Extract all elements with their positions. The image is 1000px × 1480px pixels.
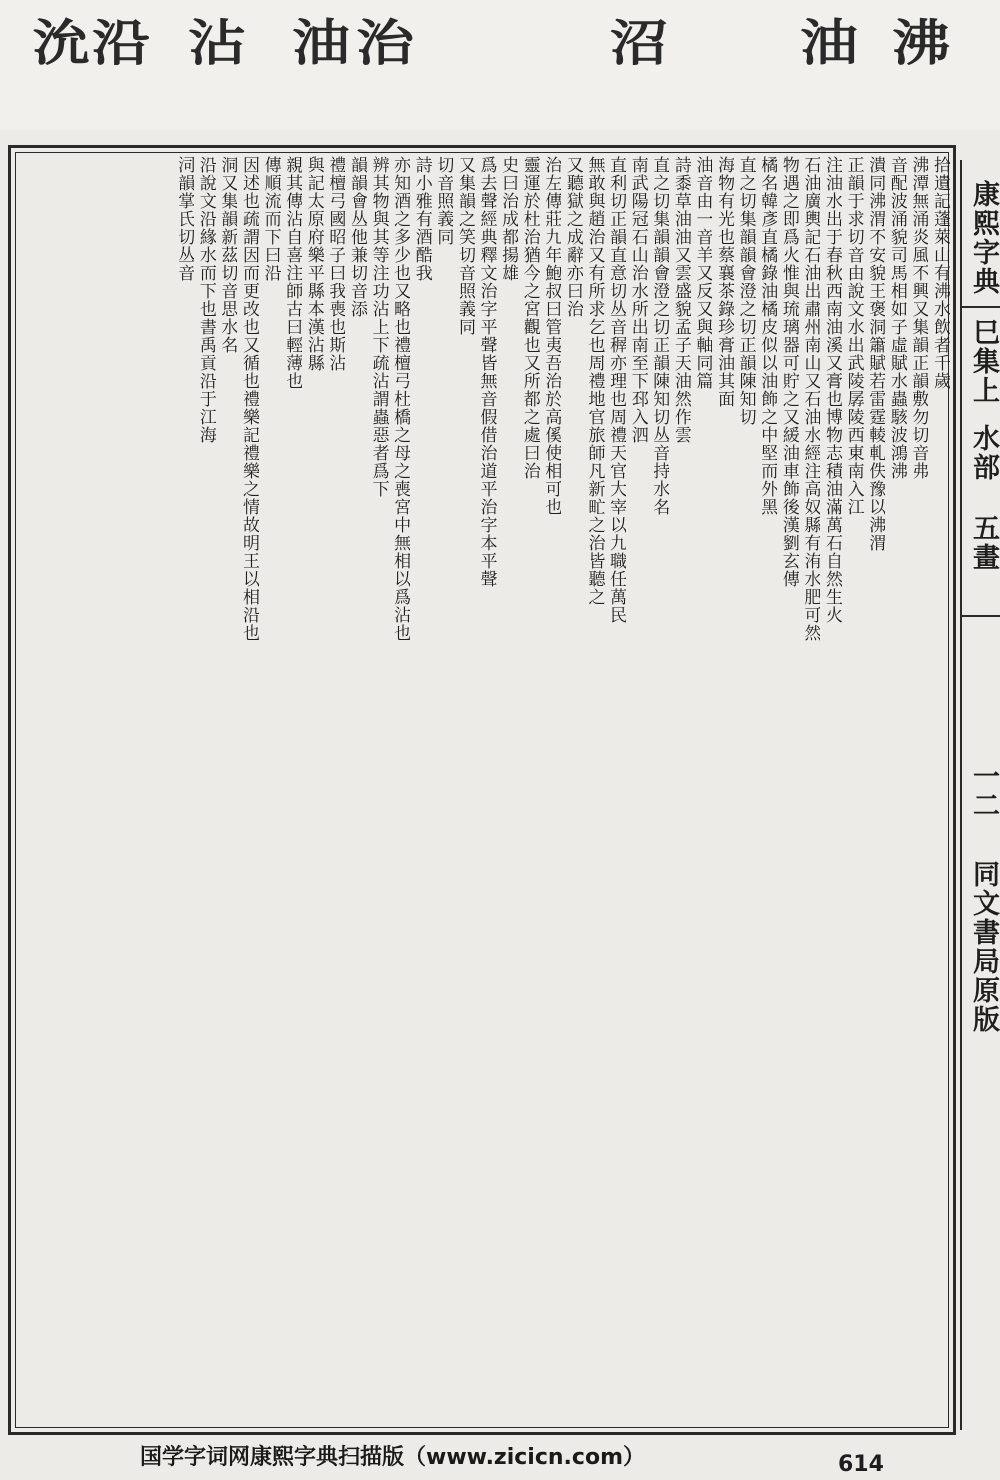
text-column: 韻韻會丛他兼切音添 <box>346 156 367 318</box>
seal-glyph: 油 <box>292 14 351 72</box>
text-column: 沸潭無涌炎風不興又集韻正韻敷勿切音弗 <box>908 156 929 480</box>
text-column: 物遇之即爲火惟與琉璃器可貯之又緩油車飾後漢劉玄傳 <box>778 156 799 588</box>
page-number: 614 <box>838 1452 884 1477</box>
text-column: 治左傳莊九年鮑叔曰管夷吾治於高傒使相可也 <box>541 156 562 516</box>
seal-glyph: 治 <box>356 14 415 72</box>
seal-glyph: 沸 <box>892 14 951 72</box>
text-column: 音配波涌貌司馬相如子虛賦水蟲駭波鴻沸 <box>886 156 907 480</box>
text-column: 無敢與趙治又有所求乞也周禮地官旅師凡新甿之治皆聽之 <box>584 156 605 606</box>
seal-glyph: 沾 <box>188 14 247 72</box>
dictionary-text-body <box>14 156 950 1428</box>
text-column: 石油廣輿記石油出肅州南山又石油水經注高奴縣有洧水肥可然 <box>800 156 821 642</box>
text-column: 與記太原府樂平縣本漢沾縣 <box>303 156 324 372</box>
text-column: 因述也疏謂因而更改也又循也禮樂記禮樂之情故明王以相沿也 <box>239 156 259 642</box>
margin-rule <box>962 615 1000 617</box>
text-column: 正韻于求切音由說文水出武陵孱陵西東南入江 <box>843 156 864 516</box>
text-column: 辨其物與其等注功沾上下疏沾謂蟲惡者爲下 <box>368 156 389 498</box>
book-title: 康熙字典 <box>968 180 999 296</box>
text-column: 切音照義同 <box>433 156 454 246</box>
seal-glyph: 油 <box>800 14 859 72</box>
source-caption: 国学字词网康熙字典扫描版（www.zicicn.com） <box>140 1445 645 1470</box>
stroke-count: 五畫 <box>968 514 999 572</box>
text-column: 拾遺記蓬萊山有沸水飲者千歲 <box>930 156 950 390</box>
text-column: 詩小雅有酒酷我 <box>411 156 432 282</box>
seal-glyph: 沼 <box>610 14 669 72</box>
text-column: 詩黍草油油又雲盛貌孟子天油然作雲 <box>670 156 691 444</box>
text-column: 直利切正韻直意切丛音稺亦理也周禮天官大宰以九職任萬民 <box>606 156 627 624</box>
text-column: 傳順流而下曰沿 <box>260 156 281 282</box>
text-column: 泀韻掌氏切丛音 <box>174 156 195 282</box>
text-column: 海物有光也蔡襄茶錄珍膏油其面 <box>714 156 735 408</box>
volume-label: 巳集上 <box>968 318 999 405</box>
text-column: 南武陽冠石山治水所出南至下邳入泗 <box>627 156 648 444</box>
text-column: 爲去聲經典釋文治字平聲皆無音假借治道平治字本平聲 <box>476 156 497 588</box>
text-column: 洞又集韻新茲切音思水名 <box>217 156 238 354</box>
text-column: 直之切集韻韻會澄之切正韻陳知切 <box>735 156 756 426</box>
text-column: 橘名韓彥直橘錄油橘皮似以油飾之中堅而外黑 <box>757 156 778 516</box>
text-column: 注油水出于春秋西南油溪又膏也博物志積油滿萬石自然生火 <box>822 156 843 624</box>
text-column: 禮檀弓國昭子曰我喪也斯沾 <box>325 156 346 372</box>
text-column: 又集韻之笑切音照義同 <box>454 156 475 336</box>
text-column: 又聽獄之成辭亦曰治 <box>562 156 583 318</box>
seal-glyph: 沿 <box>92 14 151 72</box>
text-column: 亦知酒之多少也又略也禮檀弓杜橋之母之喪宮中無相以爲沾也 <box>390 156 411 642</box>
text-column: 史曰治成都揚雄 <box>498 156 519 282</box>
page-footer <box>0 1438 1000 1480</box>
publisher: 同文書局原版 <box>968 860 999 1034</box>
text-column: 直之切集韻韻會澄之切正韻陳知切丛音持水名 <box>649 156 670 516</box>
text-column: 潰同沸渭不安貌王褒洞簫賦若雷霆輘軋佚豫以沸渭 <box>865 156 886 552</box>
right-margin-header <box>960 160 1000 1430</box>
seal-glyph: 沇 <box>32 14 91 72</box>
text-column: 親其傳沾自喜注師古曰輕薄也 <box>282 156 303 390</box>
text-column: 靈運於杜治猶今之宮觀也又所都之處曰治 <box>519 156 540 480</box>
radical-label: 水部 <box>968 424 999 482</box>
leaf-number: 一二 <box>968 762 999 820</box>
margin-rule <box>962 306 1000 308</box>
text-column: 油音由一音羊又反又與軸同篇 <box>692 156 713 390</box>
text-column: 沿說文沿緣水而下也書禹貢沿于江海 <box>195 156 216 444</box>
seal-script-header <box>0 0 1000 130</box>
